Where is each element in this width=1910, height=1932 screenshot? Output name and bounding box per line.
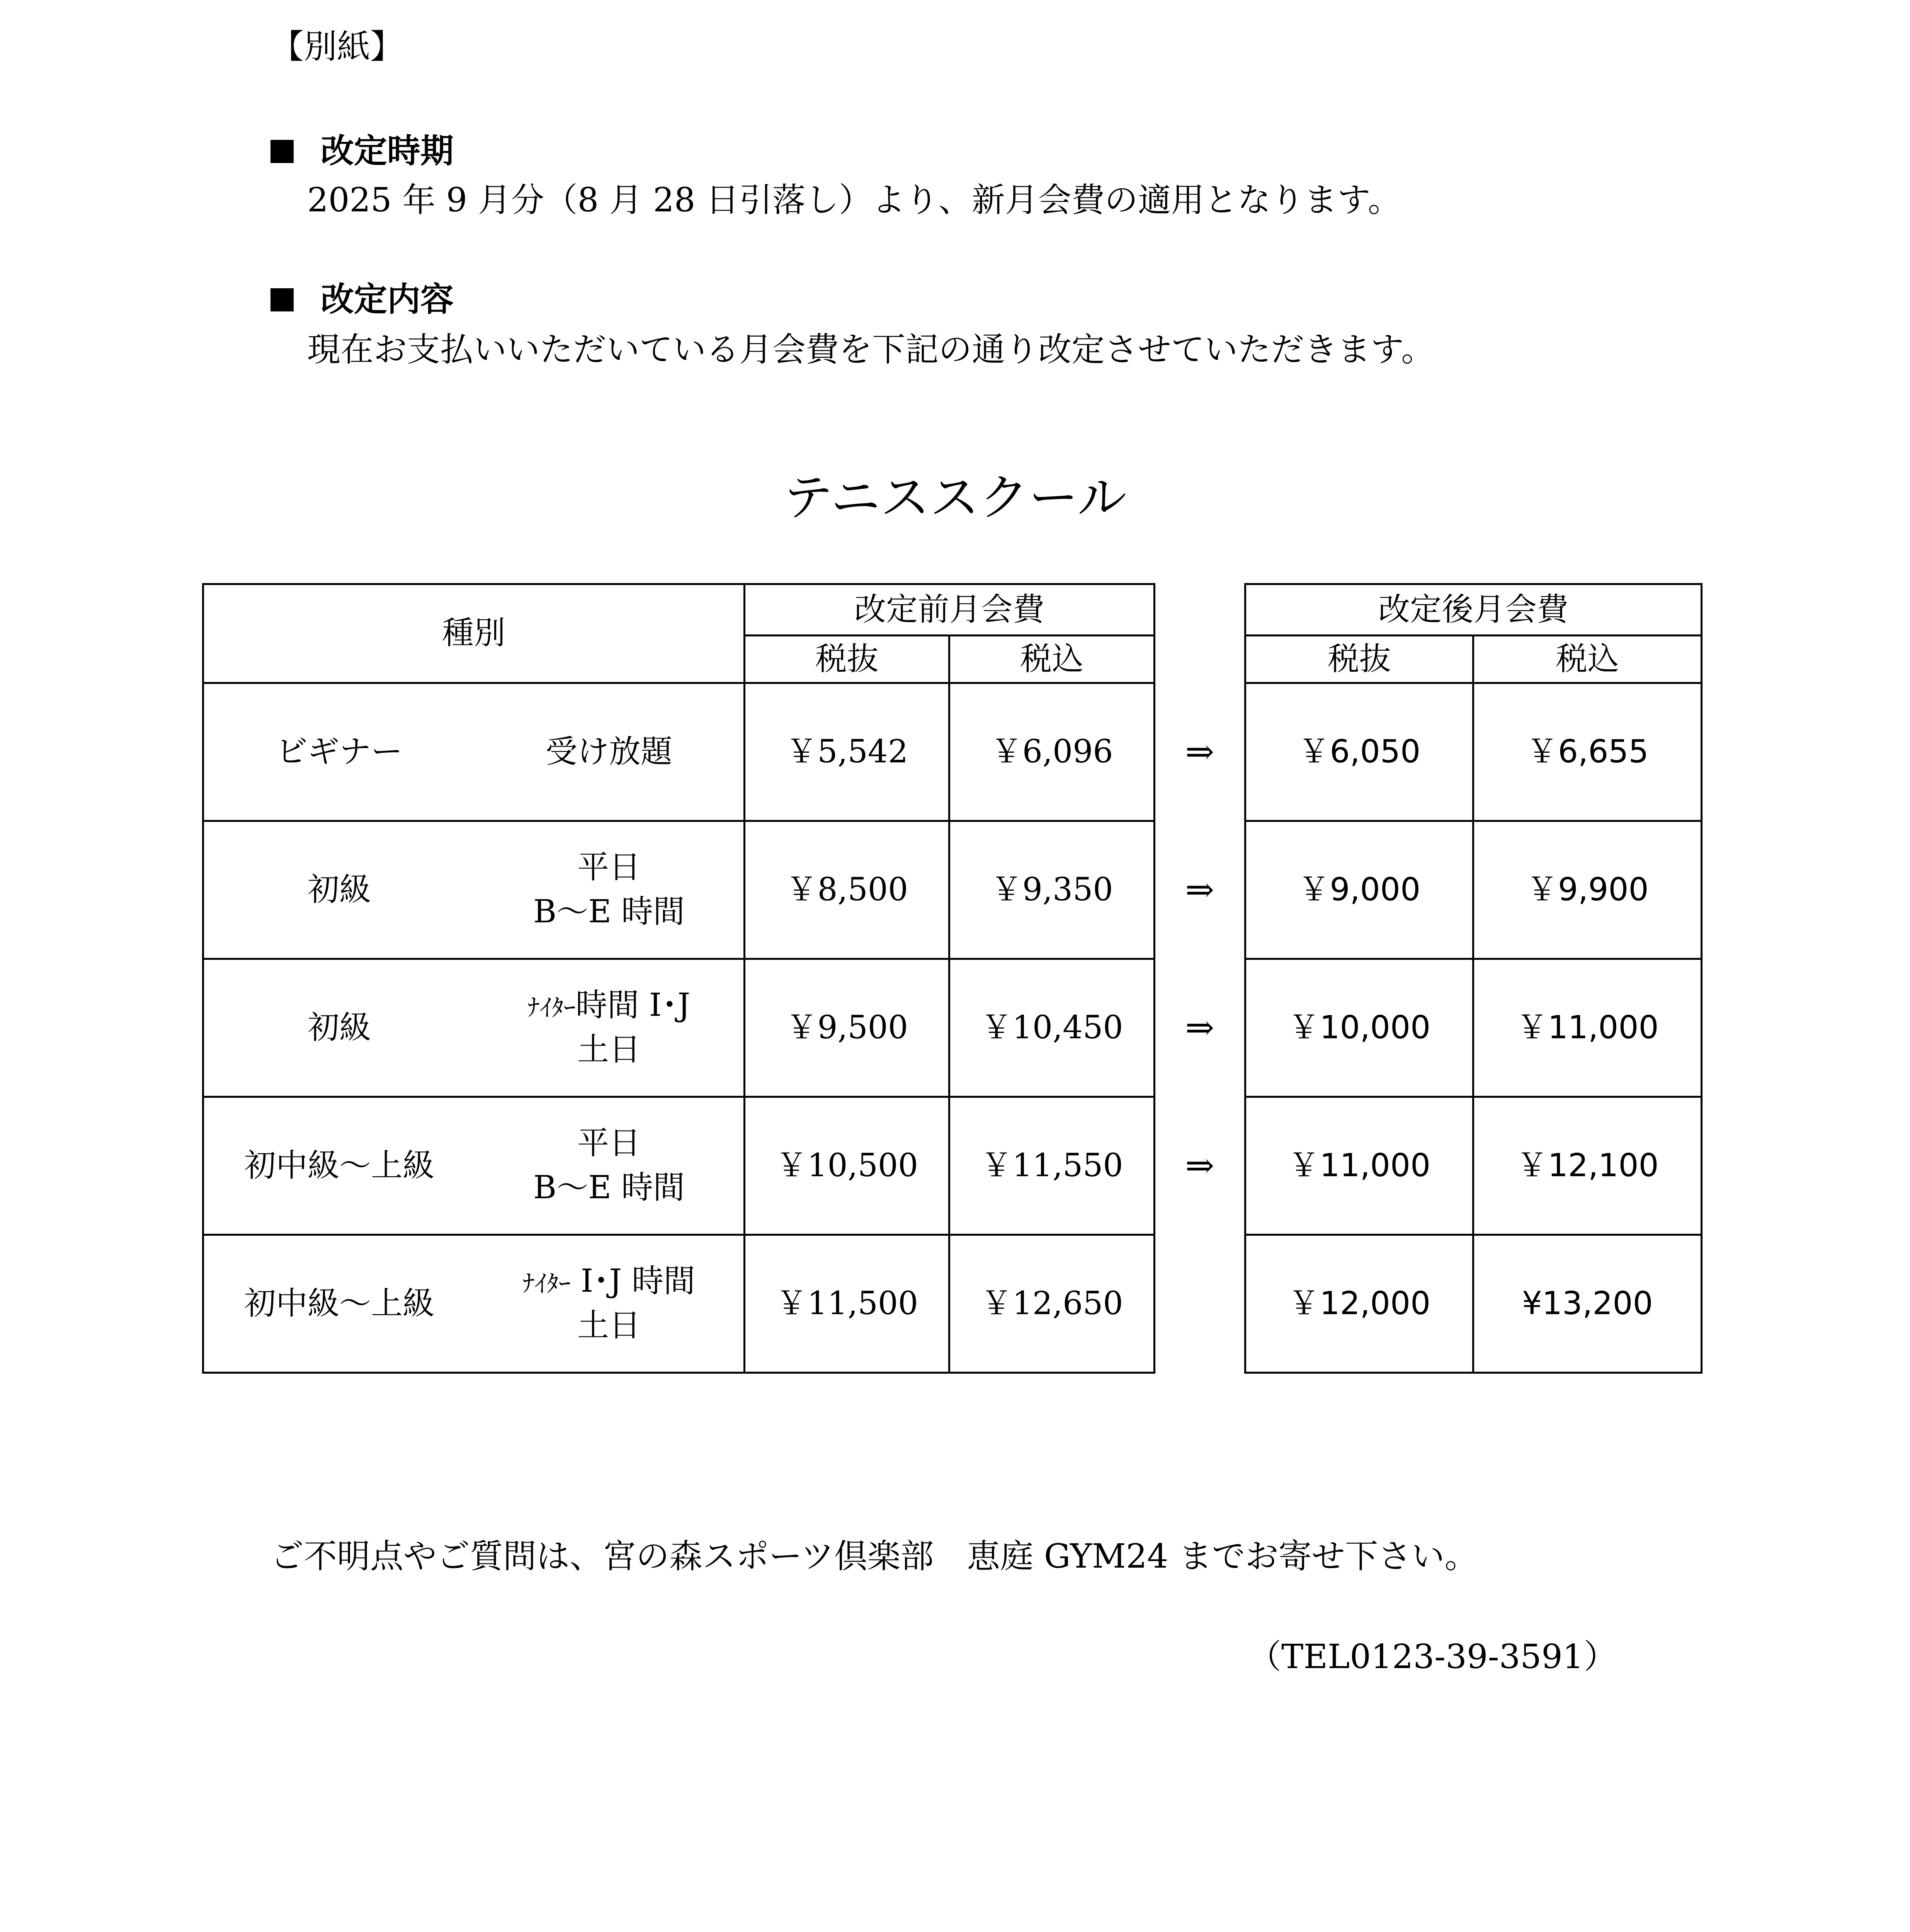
section-heading-text: 改定内容 <box>321 280 454 319</box>
square-bullet-icon <box>270 288 294 311</box>
after-excl-value: ￥10,000 <box>1245 959 1473 1097</box>
course-name: ビギナー <box>276 733 403 770</box>
right-arrow-icon: ⇒ <box>1154 683 1245 821</box>
after-excl-value: ￥12,000 <box>1245 1235 1473 1373</box>
page-title: テニススクール <box>783 469 1127 527</box>
before-excl-value: ￥11,500 <box>745 1235 949 1373</box>
section-revision-period-body: 2025 年 9 月分（8 月 28 日引落し）より、新月会費の適用となります。 <box>307 181 1401 219</box>
square-bullet-icon <box>270 140 294 163</box>
after-fee-header: 改定後月会費 <box>1245 584 1702 636</box>
category-cell <box>203 683 745 821</box>
course-plan: ﾅｲﾀｰ I･J 時間 土日 <box>522 1263 696 1344</box>
after-excl-value: ￥6,050 <box>1245 683 1473 821</box>
category-cell <box>203 959 745 1097</box>
category-cell <box>203 1235 745 1373</box>
course-name: 初中級～上級 <box>244 1285 434 1322</box>
before-excl-value: ￥10,500 <box>745 1097 949 1235</box>
after-incl-value: ¥13,200 <box>1473 1235 1702 1373</box>
annex-label: 【別紙】 <box>270 27 403 66</box>
contact-note: ご不明点やご質問は、宮の森スポーツ倶楽部 恵庭 GYM24 までお寄せ下さい。 <box>270 1537 1478 1576</box>
right-arrow-icon: ⇒ <box>1154 1097 1245 1235</box>
table-row <box>203 1097 1702 1235</box>
before-excl-value: ￥9,500 <box>745 959 949 1097</box>
spacer-cell <box>1154 584 1245 683</box>
table-row <box>203 1235 1702 1373</box>
course-plan: ﾅｲﾀｰ時間 I･J 土日 <box>527 987 691 1068</box>
after-incl-tax-header: 税込 <box>1473 636 1702 683</box>
after-excl-value: ￥9,000 <box>1245 821 1473 959</box>
category-cell <box>203 821 745 959</box>
before-incl-value: ￥12,650 <box>949 1235 1154 1373</box>
before-incl-value: ￥6,096 <box>949 683 1154 821</box>
arrow-cell-empty <box>1154 1235 1245 1373</box>
before-excl-tax-header: 税抜 <box>745 636 949 683</box>
course-name: 初級 <box>307 871 371 908</box>
after-incl-value: ￥6,655 <box>1473 683 1702 821</box>
section-heading-text: 改定時期 <box>321 132 454 170</box>
course-name: 初中級～上級 <box>244 1147 434 1184</box>
right-arrow-icon: ⇒ <box>1154 821 1245 959</box>
fee-table <box>202 583 1703 1374</box>
category-header: 種別 <box>203 584 745 683</box>
section-revision-content-body: 現在お支払いいただいている月会費を下記の通り改定させていただきます。 <box>307 330 1435 369</box>
before-fee-header: 改定前月会費 <box>745 584 1155 636</box>
after-excl-tax-header: 税抜 <box>1245 636 1473 683</box>
category-cell <box>203 1097 745 1235</box>
before-incl-tax-header: 税込 <box>949 636 1154 683</box>
after-excl-value: ￥11,000 <box>1245 1097 1473 1235</box>
course-plan: 平日 B～E 時間 <box>533 1125 685 1206</box>
header-row <box>203 584 1702 636</box>
table-row <box>203 959 1702 1097</box>
before-incl-value: ￥10,450 <box>949 959 1154 1097</box>
contact-phone: （TEL0123-39-3591） <box>1248 1638 1617 1676</box>
course-plan: 受け放題 <box>546 733 673 770</box>
after-incl-value: ￥12,100 <box>1473 1097 1702 1235</box>
course-name: 初級 <box>307 1009 371 1046</box>
before-incl-value: ￥11,550 <box>949 1097 1154 1235</box>
section-revision-content-heading <box>270 280 454 319</box>
table-row <box>203 683 1702 821</box>
after-incl-value: ￥11,000 <box>1473 959 1702 1097</box>
table-row <box>203 821 1702 959</box>
before-excl-value: ￥8,500 <box>745 821 949 959</box>
after-incl-value: ￥9,900 <box>1473 821 1702 959</box>
before-excl-value: ￥5,542 <box>745 683 949 821</box>
section-revision-period-heading <box>270 134 454 168</box>
right-arrow-icon: ⇒ <box>1154 959 1245 1097</box>
before-incl-value: ￥9,350 <box>949 821 1154 959</box>
course-plan: 平日 B～E 時間 <box>533 849 685 930</box>
